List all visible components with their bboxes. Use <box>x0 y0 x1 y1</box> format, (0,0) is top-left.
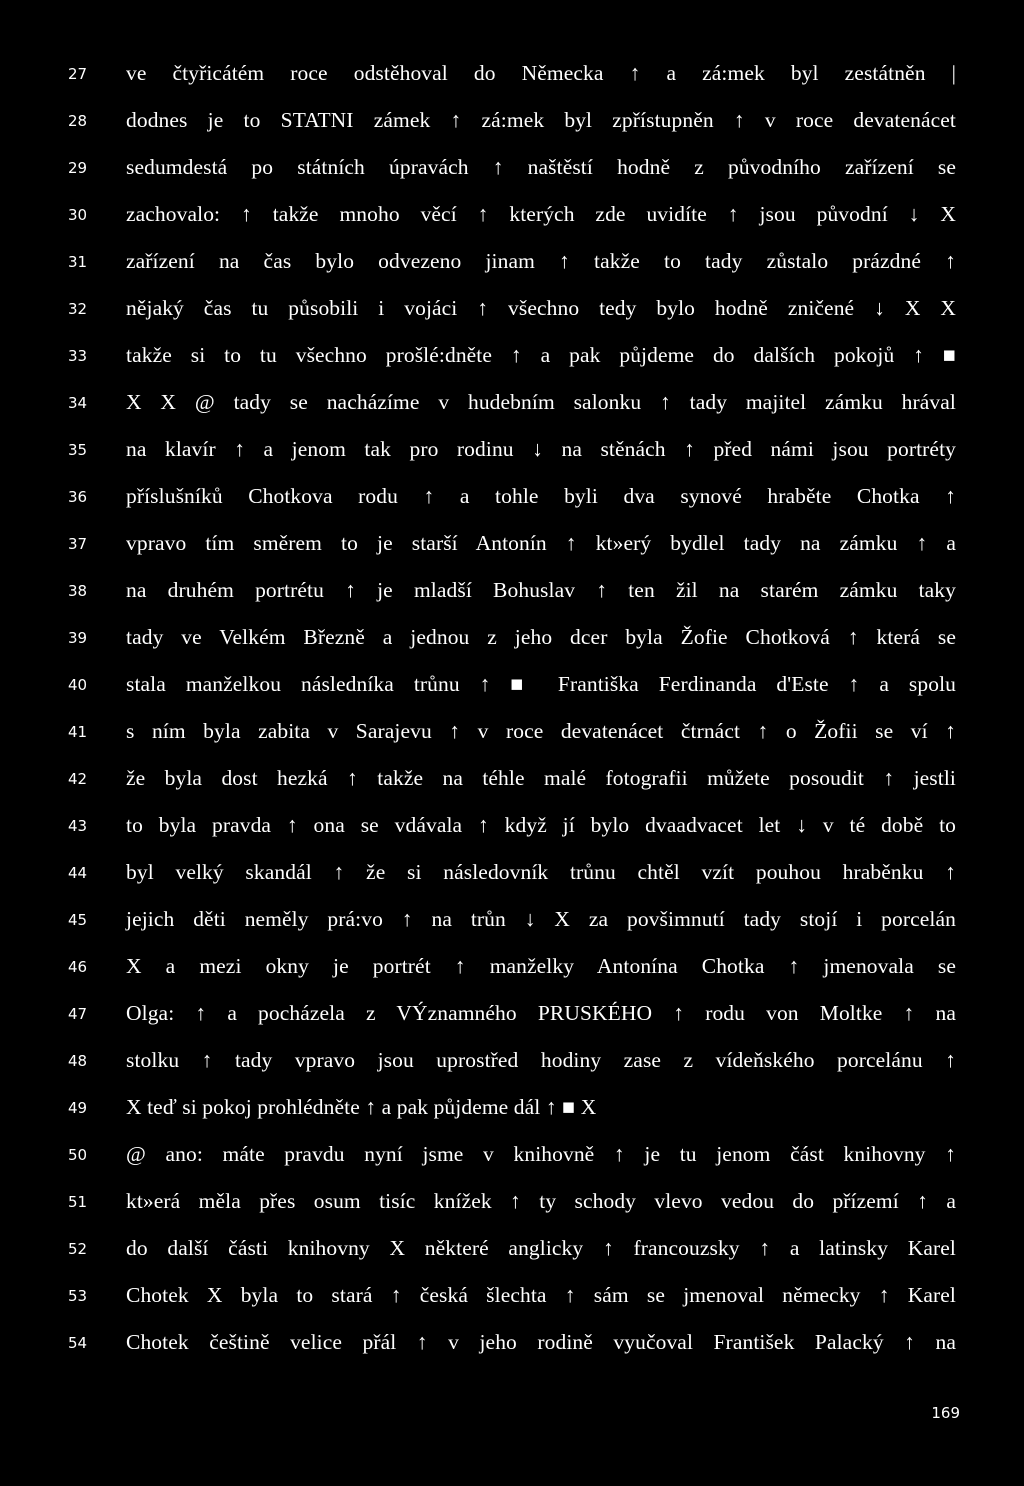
line-text: @ ano: máte pravdu nyní jsme v knihovně ↑ je tu jenom část knihovny ↑ <box>126 1142 956 1166</box>
line-text: zachovalo: ↑ takže mnoho věcí ↑ kterých zde uvidíte ↑ jsou původní ↓ X <box>126 202 956 226</box>
line-text: takže si to tu všechno prošlé:dněte ↑ a pak půjdeme do dalších pokojů ↑ ■ <box>126 343 956 367</box>
line-text: stala manželkou následníka trůnu ↑ ■ Františka Ferdinanda d'Este ↑ a spolu <box>126 672 956 696</box>
transcript-line <box>0 1319 1024 1366</box>
line-number: 30 <box>68 205 88 224</box>
line-number: 46 <box>68 957 88 976</box>
line-text: to byla pravda ↑ ona se vdávala ↑ když jí bylo dvaadvacet let ↓ v té době to <box>126 813 956 837</box>
line-text: do další části knihovny X některé anglicky ↑ francouzsky ↑ a latinsky Karel <box>126 1236 956 1260</box>
line-text: že byla dost hezká ↑ takže na téhle malé fotografii můžete posoudit ↑ jestli <box>126 766 956 790</box>
line-number: 44 <box>68 863 88 882</box>
transcript-line <box>0 1178 1024 1225</box>
line-text: tady ve Velkém Březně a jednou z jeho dcer byla Žofie Chotková ↑ která se <box>126 625 956 649</box>
line-number: 34 <box>68 393 88 412</box>
transcript-lines <box>0 50 1024 1366</box>
transcript-line <box>0 1084 1024 1131</box>
line-text: X X @ tady se nacházíme v hudebním salonku ↑ tady majitel zámku hrával <box>126 390 956 414</box>
transcript-line <box>0 144 1024 191</box>
transcript-line <box>0 708 1024 755</box>
line-text: zařízení na čas bylo odvezeno jinam ↑ takže to tady zůstalo prázdné ↑ <box>126 249 956 273</box>
line-number: 31 <box>68 252 88 271</box>
line-number: 52 <box>68 1239 88 1258</box>
line-number: 49 <box>68 1098 88 1117</box>
line-text: X a mezi okny je portrét ↑ manželky Antonína Chotka ↑ jmenovala se <box>126 954 956 978</box>
line-number: 48 <box>68 1051 88 1070</box>
transcript-line <box>0 567 1024 614</box>
transcript-line <box>0 473 1024 520</box>
line-number: 40 <box>68 675 88 694</box>
line-text: na druhém portrétu ↑ je mladší Bohuslav ↑ ten žil na starém zámku taky <box>126 578 956 602</box>
line-number: 51 <box>68 1192 88 1211</box>
line-text: Chotek X byla to stará ↑ česká šlechta ↑ sám se jmenoval německy ↑ Karel <box>126 1283 956 1307</box>
line-text: kt»erá měla přes osum tisíc knížek ↑ ty schody vlevo vedou do přízemí ↑ a <box>126 1189 956 1213</box>
transcript-line <box>0 1131 1024 1178</box>
line-text: dodnes je to STATNI zámek ↑ zá:mek byl zpřístupněn ↑ v roce devatenácet <box>126 108 956 132</box>
transcript-line <box>0 943 1024 990</box>
line-number: 47 <box>68 1004 88 1023</box>
line-number: 41 <box>68 722 88 741</box>
transcript-line <box>0 97 1024 144</box>
transcript-line <box>0 285 1024 332</box>
line-text: na klavír ↑ a jenom tak pro rodinu ↓ na stěnách ↑ před námi jsou portréty <box>126 437 956 461</box>
transcript-line <box>0 1037 1024 1084</box>
line-number: 38 <box>68 581 88 600</box>
transcript-line <box>0 661 1024 708</box>
line-text: příslušníků Chotkova rodu ↑ a tohle byli dva synové hraběte Chotka ↑ <box>126 484 956 508</box>
transcript-line <box>0 191 1024 238</box>
line-number: 36 <box>68 487 88 506</box>
transcript-line <box>0 1225 1024 1272</box>
line-number: 42 <box>68 769 88 788</box>
line-number: 33 <box>68 346 88 365</box>
line-text: Olga: ↑ a pocházela z VÝznamného PRUSKÉHO ↑ rodu von Moltke ↑ na <box>126 1001 956 1025</box>
page-number: 169 <box>931 1404 960 1422</box>
transcript-line <box>0 520 1024 567</box>
transcript-line <box>0 614 1024 661</box>
line-text: stolku ↑ tady vpravo jsou uprostřed hodiny zase z vídeňského porcelánu ↑ <box>126 1048 956 1072</box>
transcript-line <box>0 332 1024 379</box>
transcript-line <box>0 50 1024 97</box>
line-number: 32 <box>68 299 88 318</box>
line-text: byl velký skandál ↑ že si následovník trůnu chtěl vzít pouhou hraběnku ↑ <box>126 860 956 884</box>
line-number: 39 <box>68 628 88 647</box>
line-number: 54 <box>68 1333 88 1352</box>
line-text: jejich děti neměly prá:vo ↑ na trůn ↓ X za povšimnutí tady stojí i porcelán <box>126 907 956 931</box>
line-number: 29 <box>68 158 88 177</box>
transcript-line <box>0 896 1024 943</box>
line-number: 37 <box>68 534 88 553</box>
line-text: Chotek češtině velice přál ↑ v jeho rodině vyučoval František Palacký ↑ na <box>126 1330 956 1354</box>
line-text: ve čtyřicátém roce odstěhoval do Německa ↑ a zá:mek byl zestátněn | <box>126 61 956 85</box>
line-number: 35 <box>68 440 88 459</box>
line-number: 45 <box>68 910 88 929</box>
line-text: nějaký čas tu působili i vojáci ↑ všechno tedy bylo hodně zničené ↓ X X <box>126 296 956 320</box>
line-number: 43 <box>68 816 88 835</box>
transcript-line <box>0 379 1024 426</box>
line-number: 50 <box>68 1145 88 1164</box>
transcript-line <box>0 1272 1024 1319</box>
transcript-line <box>0 849 1024 896</box>
line-number: 27 <box>68 64 88 83</box>
transcript-line <box>0 802 1024 849</box>
line-text: X teď si pokoj prohlédněte ↑ a pak půjdeme dál ↑ ■ X <box>126 1095 597 1119</box>
transcript-line <box>0 990 1024 1037</box>
line-number: 28 <box>68 111 88 130</box>
line-number: 53 <box>68 1286 88 1305</box>
line-text: vpravo tím směrem to je starší Antonín ↑ kt»erý bydlel tady na zámku ↑ a <box>126 531 956 555</box>
line-text: sedumdestá po státních úpravách ↑ naštěstí hodně z původního zařízení se <box>126 155 956 179</box>
transcript-line <box>0 238 1024 285</box>
transcript-line <box>0 755 1024 802</box>
line-text: s ním byla zabita v Sarajevu ↑ v roce devatenácet čtrnáct ↑ o Žofii se ví ↑ <box>126 719 956 743</box>
transcript-line <box>0 426 1024 473</box>
